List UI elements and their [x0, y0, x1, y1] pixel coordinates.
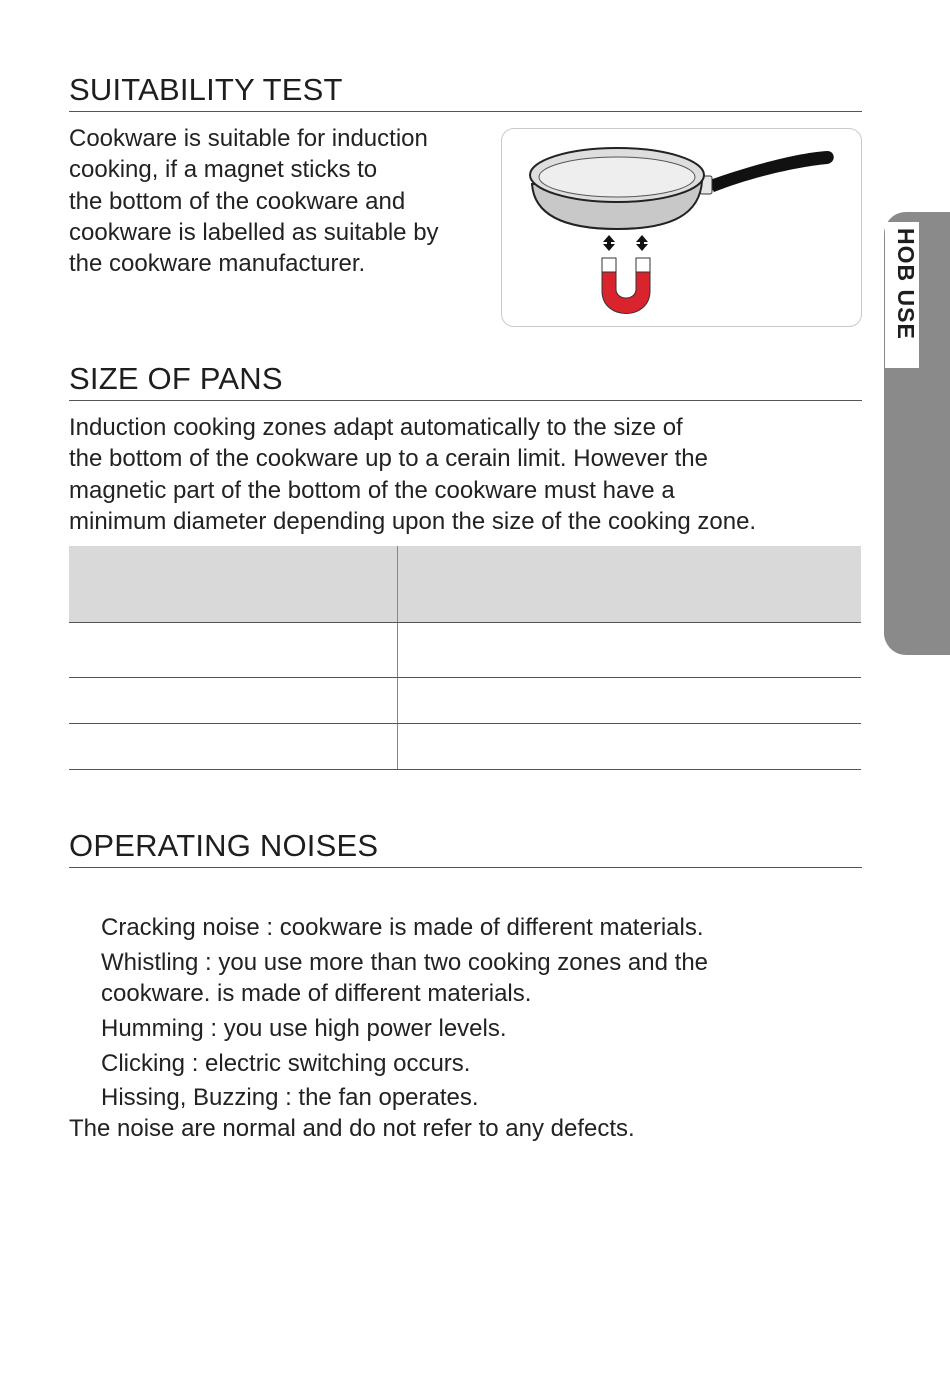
- text-line: Cookware is suitable for induction: [69, 125, 428, 152]
- suitability-title: SUITABILITY TEST: [69, 72, 862, 112]
- up-down-arrow-icon: [603, 235, 615, 251]
- table-cell: [69, 678, 398, 724]
- list-item: Humming : you use high power levels.: [101, 1014, 507, 1042]
- list-item: Clicking : electric switching occurs.: [101, 1049, 471, 1077]
- text-line: the bottom of the cookware up to a cerain limit. However the: [69, 445, 708, 473]
- pan-size-table: [69, 546, 861, 770]
- pan-handle: [707, 151, 834, 192]
- table-cell: [398, 623, 862, 678]
- table-cell: [69, 724, 398, 770]
- table-cell: [398, 724, 862, 770]
- table-row: [69, 678, 861, 724]
- pan-magnet-drawing: [502, 129, 861, 326]
- noises-title: OPERATING NOISES: [69, 828, 862, 868]
- magnet-pole: [602, 258, 616, 272]
- pan-inner: [539, 157, 695, 197]
- list-item: Cracking noise : cookware is made of different materials.: [101, 914, 704, 941]
- list-item: Whistling : you use more than two cooking zones and the cookware. is made of different materials.: [101, 948, 709, 1008]
- table-header-cell: [398, 546, 862, 623]
- text-line: magnetic part of the bottom of the cookware must have a: [69, 476, 675, 504]
- text-line: the bottom of the cookware and: [69, 187, 406, 215]
- closing-note: The noise are normal and do not refer to any defects.: [69, 1115, 635, 1142]
- table-cell: [398, 678, 862, 724]
- pans-text: [69, 412, 756, 537]
- magnet-pole: [636, 258, 650, 272]
- table-header-cell: [69, 546, 398, 623]
- up-down-arrow-icon: [636, 235, 648, 251]
- table-row: [69, 724, 861, 770]
- text-line: minimum diameter depending upon the size of the cooking zone.: [69, 507, 757, 535]
- pan-magnet-illustration: [501, 128, 862, 327]
- text-line: Induction cooking zones adapt automatically to the size of: [69, 414, 683, 441]
- table-header-row: [69, 546, 861, 623]
- suitability-text: [69, 123, 439, 279]
- pans-title: SIZE OF PANS: [69, 361, 862, 401]
- noise-list: [101, 912, 801, 1117]
- table-row: [69, 623, 861, 678]
- text-line: the cookware manufacturer.: [69, 250, 366, 278]
- side-tab-label: HOB USE: [885, 222, 919, 368]
- text-line: cookware is labelled as suitable by: [69, 218, 439, 246]
- text-line: cooking, if a magnet sticks to: [69, 156, 378, 184]
- table-cell: [69, 623, 398, 678]
- list-item: Hissing, Buzzing : the fan operates.: [101, 1084, 479, 1112]
